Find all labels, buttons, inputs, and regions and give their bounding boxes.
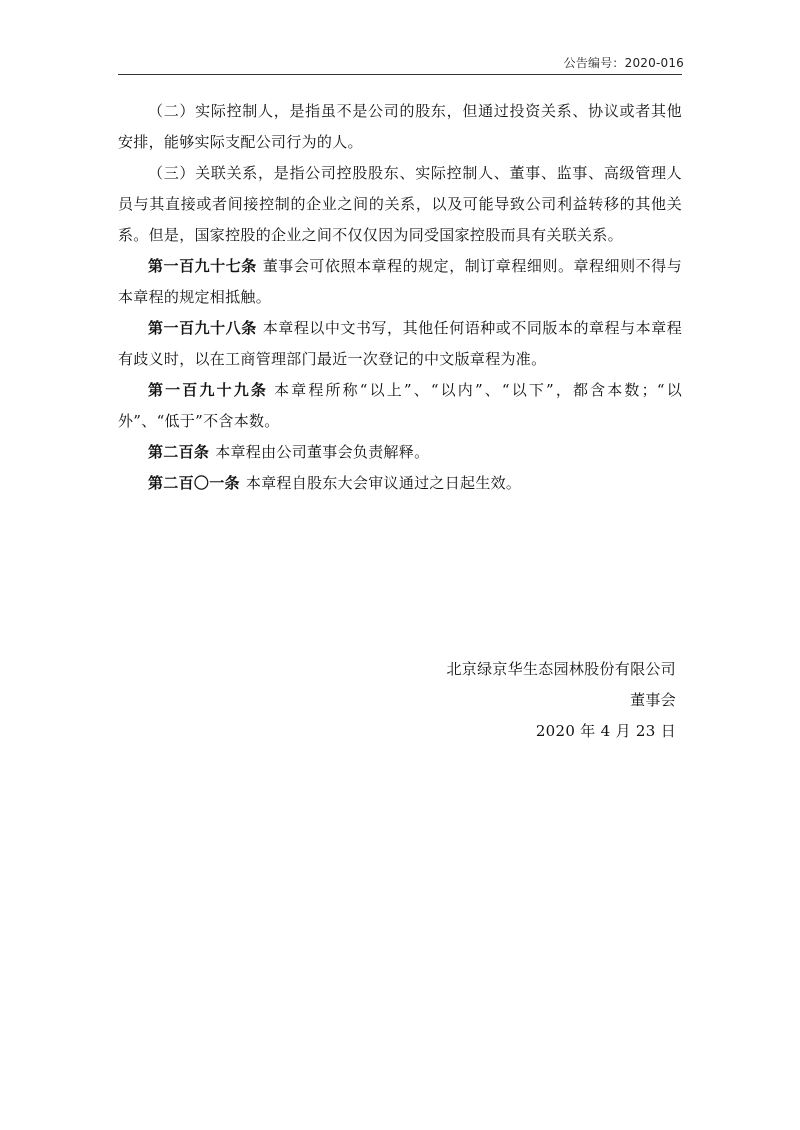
article-number: 第一百九十七条 — [148, 257, 257, 275]
article-200 — [118, 437, 682, 468]
article-197 — [118, 251, 682, 313]
document-body — [118, 96, 682, 499]
paragraph-related-relationship — [118, 158, 682, 251]
article-198 — [118, 313, 682, 375]
paragraph-text: 本章程所称“以上”、“以内”、“以下”，都含本数；“以外”、“低于”不含本数。 — [118, 381, 682, 430]
board-name: 董事会 — [630, 691, 676, 709]
article-201 — [118, 468, 682, 499]
signoff-date: 2020 年 4 月 23 日 — [535, 722, 676, 740]
article-number: 第二百〇一条 — [148, 474, 240, 492]
paragraph-text: （三）关联关系，是指公司控股股东、实际控制人、董事、监事、高级管理人员与其直接或者间接控制的企业之间的关系，以及可能导致公司利益转移的其他关系。但是，国家控股的企业之间不仅仅因为同受国家控股而具有关联关系。 — [118, 164, 682, 244]
article-number: 第一百九十八条 — [148, 319, 257, 337]
article-199 — [118, 375, 682, 437]
paragraph-text: 董事会可依照本章程的规定，制订章程细则。章程细则不得与本章程的规定相抵触。 — [118, 257, 682, 306]
paragraph-actual-controller — [118, 96, 682, 158]
article-number: 第一百九十九条 — [148, 381, 269, 399]
header-divider — [118, 74, 682, 75]
article-number: 第二百条 — [148, 443, 210, 461]
company-name: 北京绿京华生态园林股份有限公司 — [446, 660, 676, 678]
paragraph-text: 本章程以中文书写，其他任何语种或不同版本的章程与本章程有歧义时，以在工商管理部门最近一次登记的中文版章程为准。 — [118, 319, 682, 368]
paragraph-text: （二）实际控制人，是指虽不是公司的股东，但通过投资关系、协议或者其他安排，能够实际支配公司行为的人。 — [118, 102, 682, 151]
announcement-number: 公告编号：2020-016 — [563, 56, 684, 70]
paragraph-text: 本章程自股东大会审议通过之日起生效。 — [245, 474, 522, 492]
paragraph-text: 本章程由公司董事会负责解释。 — [215, 443, 430, 461]
signoff-block — [446, 654, 676, 747]
